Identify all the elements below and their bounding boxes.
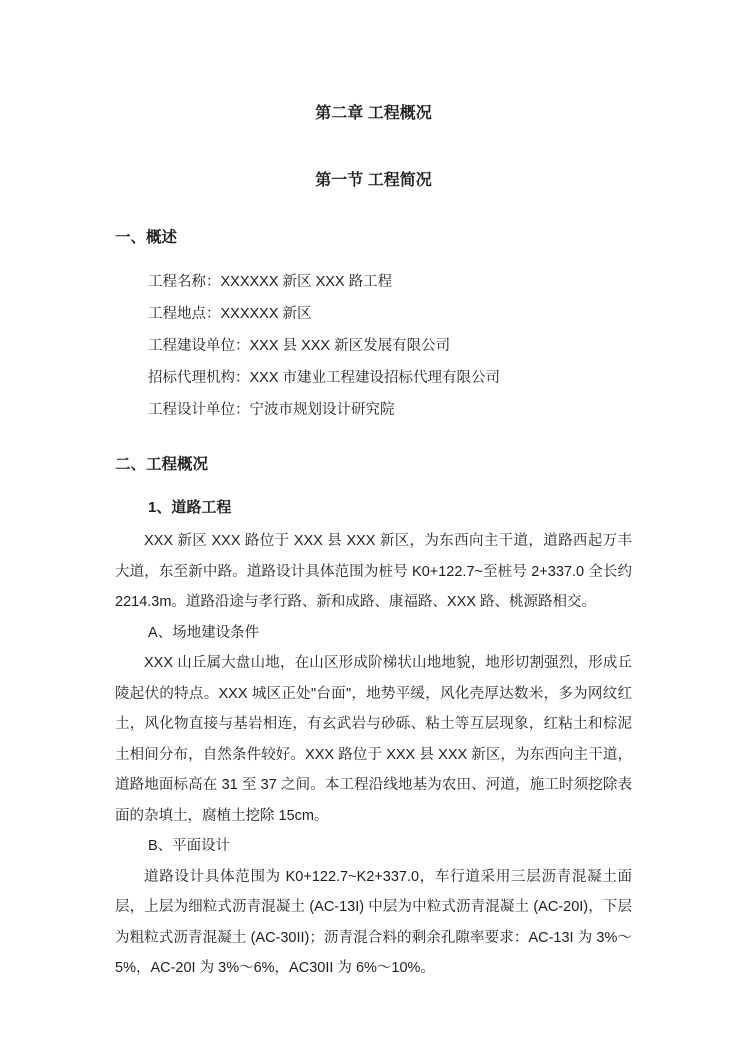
- paragraph-site-conditions: XXX 山丘属大盘山地，在山区形成阶梯状山地地貌，地形切割强烈，形成丘陵起伏的特点。XXX 城区正处"台面"，地势平缓，风化壳厚达数米，多为网纹红土，风化物直接与基岩相连，有玄武岩与砂砾、粘土等互层现象，红粘土和棕泥土相间分布，自然条件较好。XXX 路位于 XXX 县 XXX 新区，为东西向主干道，道路地面标高在 31 至 37 之间。本工程沿线地基为农田、河道，施工时须挖除表面的杂填土，腐植土挖除 15cm。: [115, 655, 632, 824]
- info-line-project-name: 工程名称：XXXXXX 新区 XXX 路工程: [148, 274, 393, 290]
- project-info-list: [115, 266, 632, 426]
- info-line-bidding-agency: 招标代理机构：XXX 市建业工程建设招标代理有限公司: [148, 370, 501, 386]
- paragraph-plane-design: 道路设计具体范围为 K0+122.7~K2+337.0，车行道采用三层沥青混凝土面层，上层为细粒式沥青混凝土 (AC-13I) 中层为中粒式沥青混凝土 (AC-20I)，下层为粗粒式沥青混凝土 (AC-30II)；沥青混合料的剩余孔隙率要求：AC-13I 为 3%～5%，AC-20I 为 3%～6%，AC30II 为 6%～10%。: [115, 868, 632, 976]
- section-title: 第一节 工程简况: [315, 172, 432, 189]
- info-line-design-unit: 工程设计单位：宁波市规划设计研究院: [148, 402, 395, 418]
- heading-overview: 一、概述: [115, 229, 178, 246]
- heading-project-overview: 二、工程概况: [115, 456, 209, 473]
- heading-plane-design: B、平面设计: [148, 838, 231, 854]
- heading-road-engineering: 1、道路工程: [148, 499, 232, 516]
- paragraph-road-intro: XXX 新区 XXX 路位于 XXX 县 XXX 新区，为东西向主干道，道路西起万丰大道，东至新中路。道路设计具体范围为桩号 K0+122.7~至桩号 2+337.0 全长约 2214.3m。道路沿途与孝行路、新和成路、康福路、XXX 路、桃源路相交。: [115, 533, 632, 610]
- info-line-project-location: 工程地点：XXXXXX 新区: [148, 306, 312, 322]
- heading-site-conditions: A、场地建设条件: [148, 624, 260, 641]
- info-line-construction-unit: 工程建设单位：XXX 县 XXX 新区发展有限公司: [148, 338, 451, 354]
- chapter-title: 第二章 工程概况: [315, 105, 432, 122]
